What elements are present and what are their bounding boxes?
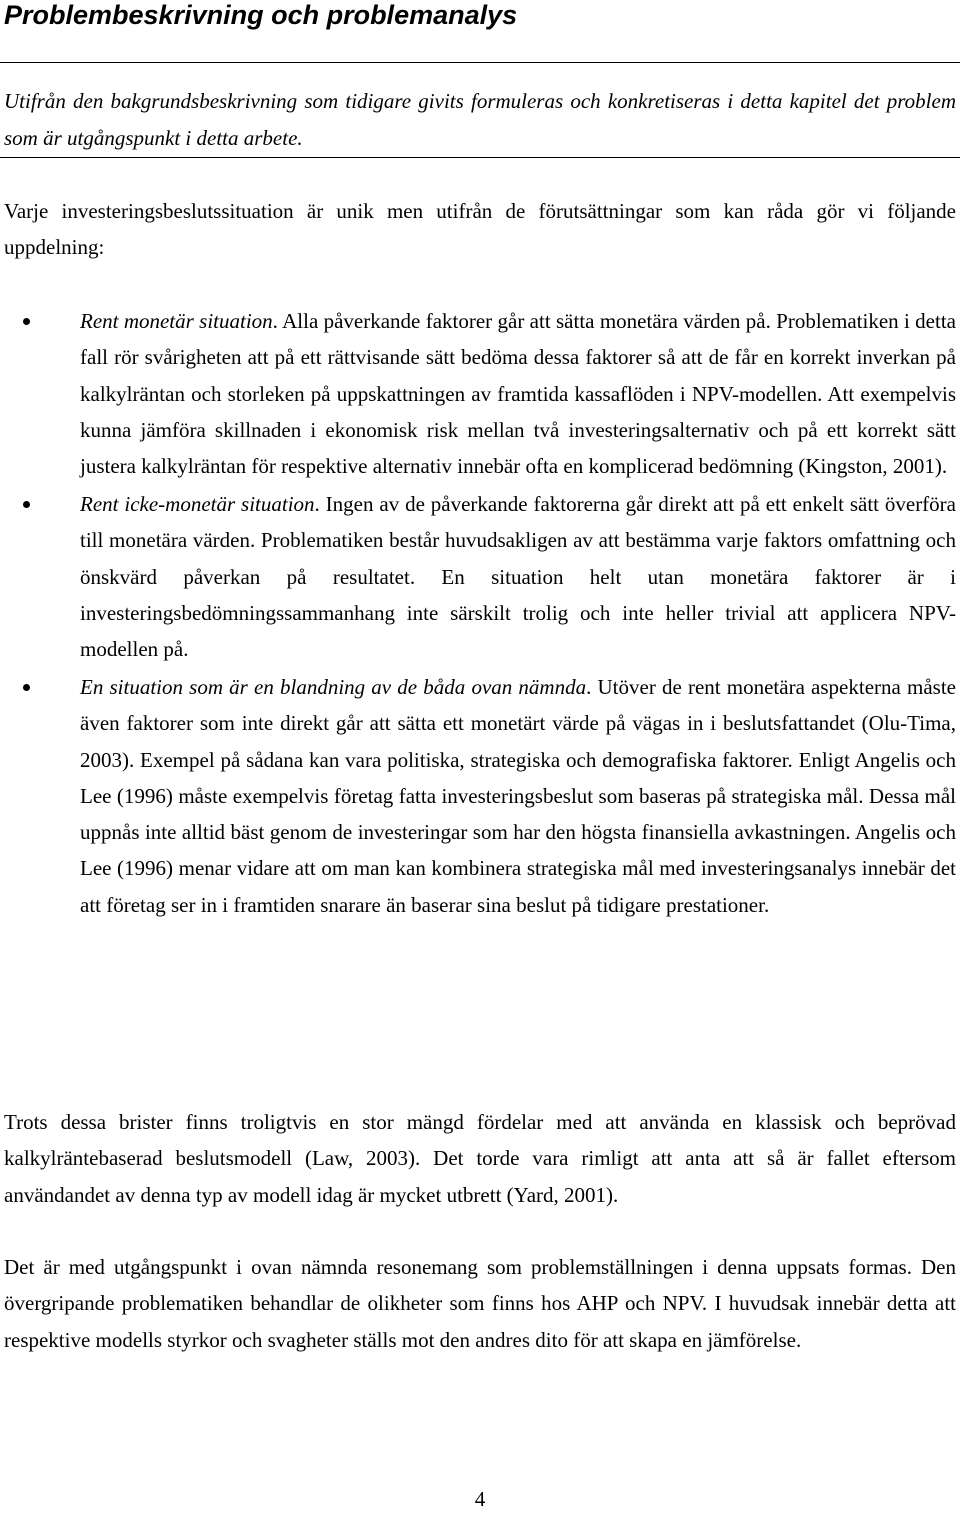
list-item-title: Rent monetär situation — [80, 309, 273, 333]
top-divider — [0, 62, 960, 63]
bullet-icon — [23, 318, 30, 325]
list-item-title: Rent icke-monetär situation — [80, 491, 315, 516]
list-item-text: . Ingen av de påverkande faktorerna går direkt att på ett enkelt sätt överföra till monetära värden. Problematiken består huvudsakligen av att bestämma varje faktors omfattning och önskvärd påverkan på resultatet. En situation helt utan monetära faktorer är i investeringsbedömningssammanhang inte särskilt trolig och inte heller trivial att applicera NPV-modellen på. — [80, 491, 956, 662]
list-item-monetar — [0, 303, 956, 484]
list-item-text: . Utöver de rent monetära aspekterna måste även faktorer som inte direkt går att sätta ett monetärt värde på vägas in i beslutsfattandet (Olu-Tima, 2003). Exempel på sådana kan vara politiska, strategiska och demografiska faktorer. Enligt Angelis och Lee (1996) måste exempelvis företag fatta investeringsbeslut som baseras på strategiska mål. Dessa mål uppnås inte alltid bäst genom de investeringar som har den högsta finansiella avkastningen. Angelis och Lee (1996) menar vidare att om man kan kombinera strategiska mål med investeringsanalys innebär det att företag ser in i framtiden snarare än baserar sina beslut på tidigare prestationer. — [80, 674, 956, 917]
list-item-blandning — [0, 669, 956, 923]
paragraph-uppdelning: Varje investeringsbeslutssituation är unik men utifrån de förutsättningar som kan råda gör vi följande uppdelning: — [4, 199, 956, 260]
paragraph-problemstallning: Det är med utgångspunkt i ovan nämnda resonemang som problemställningen i denna uppsats formas. Den övergripande problematiken behandlar de olikheter som finns hos AHP och NPV. I huvudsak innebär detta att respektive modells styrkor och svagheter ställs mot den andres dito för att skapa en jämförelse. — [4, 1255, 956, 1352]
page-number: 4 — [474, 1487, 486, 1511]
bullet-icon — [23, 501, 30, 508]
bullet-icon — [23, 684, 30, 691]
list-item-icke-monetar — [0, 486, 956, 667]
situation-list — [0, 303, 956, 923]
intro-summary: Utifrån den bakgrundsbeskrivning som tidigare givits formuleras och konkretiseras i detta kapitel det problem som är utgångspunkt i detta arbete. — [4, 89, 956, 150]
list-item-text: . Alla påverkande faktorer går att sätta monetära värden på. Problematiken i detta fall rör svårigheten att på ett rättvisande sätt bedöma dessa faktorer så att de får en korrekt inverkan på kalkylräntan och storleken på uppskattningen av framtida kassaflöden i NPV-modellen. Att exempelvis kunna jämföra skillnaden i ekonomisk risk mellan två investeringsalternativ och på ett korrekt sätt justera kalkylräntan för respektive alternativ innebär ofta en komplicerad bedömning (Kingston, 2001). — [80, 309, 956, 479]
bottom-divider — [0, 157, 960, 158]
section-heading: Problembeskrivning och problemanalys — [4, 0, 518, 30]
paragraph-brister: Trots dessa brister finns troligtvis en stor mängd fördelar med att använda en klassisk och beprövad kalkylräntebaserad beslutsmodell (Law, 2003). Det torde vara rimligt att anta att så är fallet eftersom användandet av denna typ av modell idag är mycket utbrett (Yard, 2001). — [4, 1110, 956, 1207]
list-item-title: En situation som är en blandning av de båda ovan nämnda — [80, 674, 587, 699]
